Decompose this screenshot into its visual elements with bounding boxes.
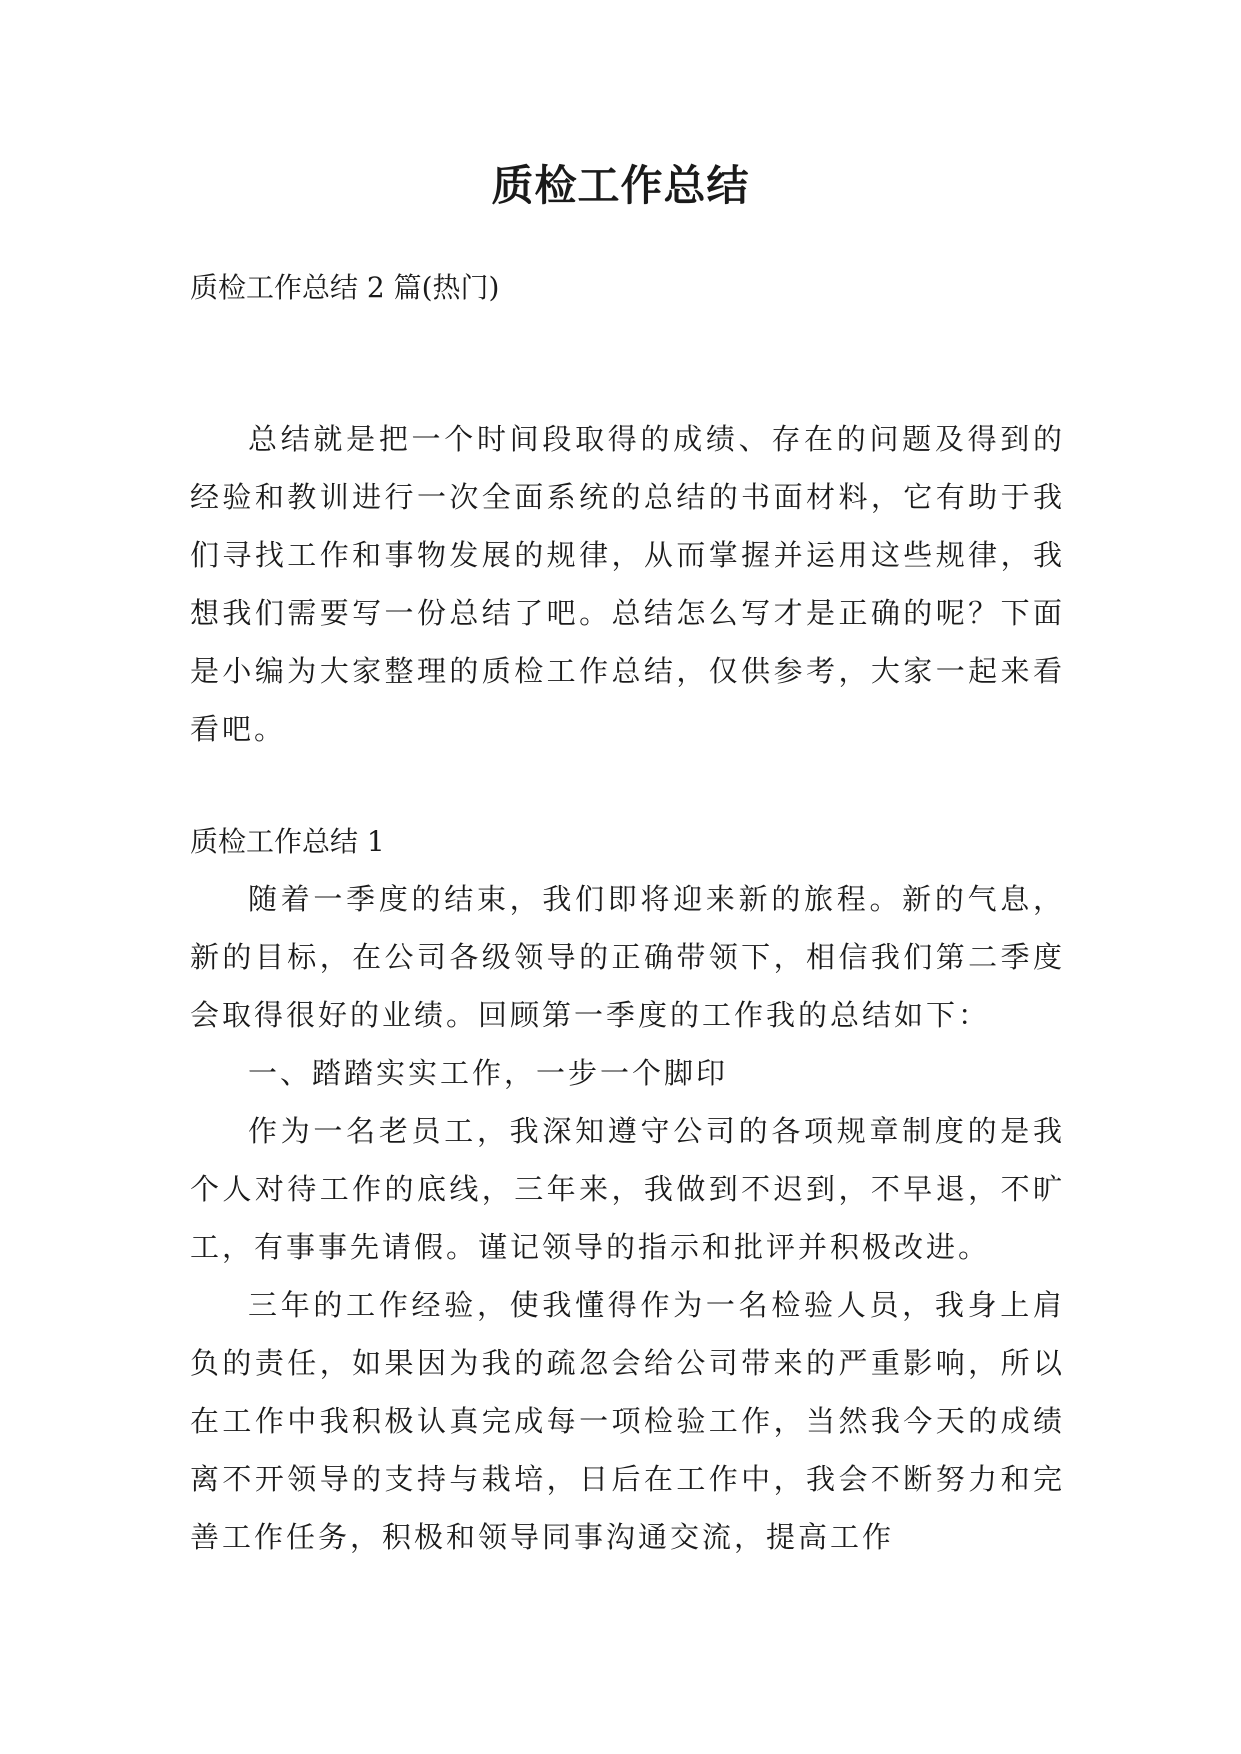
section-body bbox=[190, 870, 1065, 1566]
document-subtitle: 质检工作总结 2 篇(热门) bbox=[190, 271, 500, 304]
section-heading: 质检工作总结 1 bbox=[190, 825, 385, 858]
body-paragraph-4: 三年的工作经验，使我懂得作为一名检验人员，我身上肩负的责任，如果因为我的疏忽会给公司带来的严重影响，所以在工作中我积极认真完成每一项检验工作，当然我今天的成绩离不开领导的支持与栽培，日后在工作中，我会不断努力和完善工作任务，积极和领导同事沟通交流，提高工作 bbox=[190, 1288, 1065, 1554]
body-paragraph-1: 随着一季度的结束，我们即将迎来新的旅程。新的气息，新的目标，在公司各级领导的正确带领下，相信我们第二季度会取得很好的业绩。回顾第一季度的工作我的总结如下： bbox=[190, 882, 1065, 1032]
intro-paragraph: 总结就是把一个时间段取得的成绩、存在的问题及得到的经验和教训进行一次全面系统的总结的书面材料，它有助于我们寻找工作和事物发展的规律，从而掌握并运用这些规律，我想我们需要写一份总结了吧。总结怎么写才是正确的呢？下面是小编为大家整理的质检工作总结，仅供参考，大家一起来看看吧。 bbox=[190, 422, 1065, 746]
body-paragraph-3: 作为一名老员工，我深知遵守公司的各项规章制度的是我个人对待工作的底线，三年来，我做到不迟到，不早退，不旷工，有事事先请假。谨记领导的指示和批评并积极改进。 bbox=[190, 1114, 1065, 1264]
body-paragraph-2: 一、踏踏实实工作，一步一个脚印 bbox=[248, 1056, 729, 1090]
document-title: 质检工作总结 bbox=[491, 161, 750, 210]
